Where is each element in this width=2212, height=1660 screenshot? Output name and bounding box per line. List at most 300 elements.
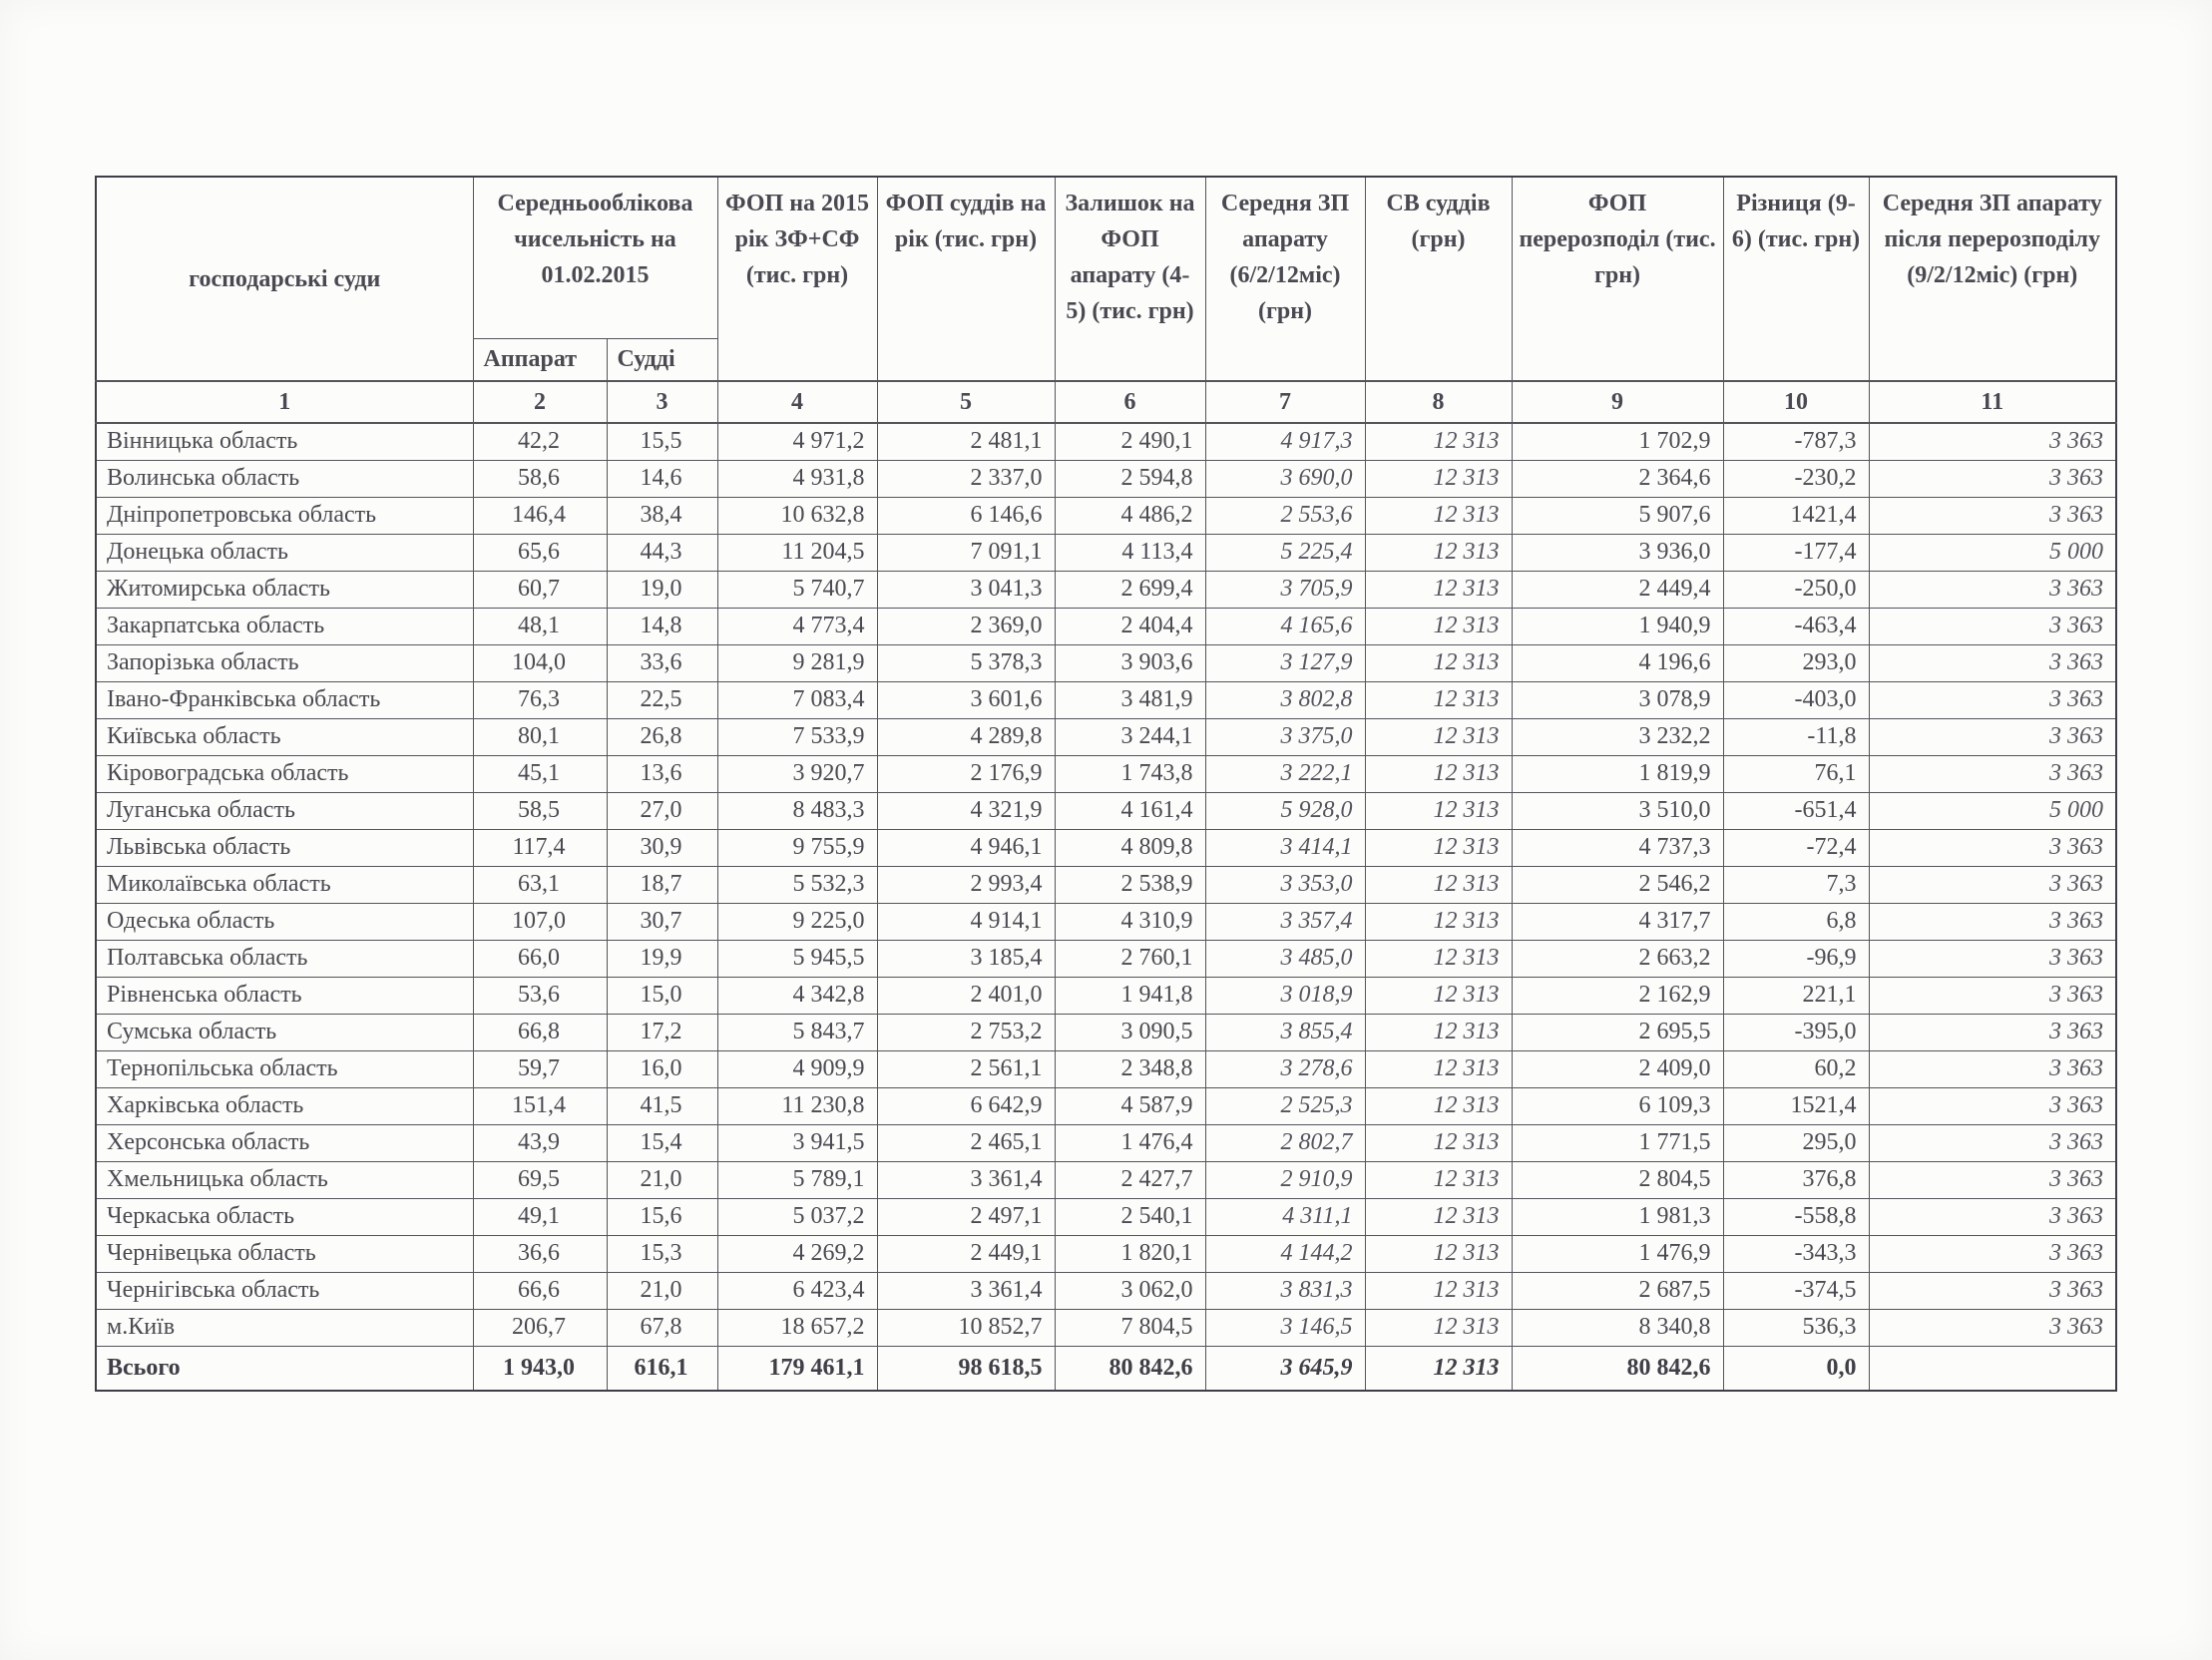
value-cell: 59,7	[473, 1050, 607, 1087]
value-cell: 9 281,9	[717, 644, 877, 681]
value-cell: 2 699,4	[1055, 571, 1205, 608]
value-cell: 0,0	[1723, 1346, 1869, 1391]
table-row	[96, 681, 2116, 718]
value-cell: 12 313	[1365, 571, 1512, 608]
header-apparatus: Аппарат	[473, 338, 607, 381]
region-cell: Закарпатська область	[96, 608, 473, 644]
value-cell: 12 313	[1365, 829, 1512, 866]
value-cell: 1421,4	[1723, 497, 1869, 534]
value-cell: 9 755,9	[717, 829, 877, 866]
value-cell: 3 363	[1869, 1050, 2116, 1087]
value-cell: 2 687,5	[1512, 1272, 1723, 1309]
value-cell: 69,5	[473, 1161, 607, 1198]
region-cell: Чернівецька область	[96, 1235, 473, 1272]
value-cell: 76,1	[1723, 755, 1869, 792]
table-header	[96, 177, 2116, 423]
value-cell: 12 313	[1365, 866, 1512, 903]
value-cell: 15,4	[607, 1124, 717, 1161]
value-cell: 6 642,9	[877, 1087, 1055, 1124]
value-cell: 3 041,3	[877, 571, 1055, 608]
value-cell: 2 369,0	[877, 608, 1055, 644]
value-cell: 3 363	[1869, 977, 2116, 1014]
value-cell: 2 993,4	[877, 866, 1055, 903]
value-cell: 49,1	[473, 1198, 607, 1235]
column-number-2: 2	[473, 381, 607, 423]
header-fop-remainder: Залишок на ФОП апарату (4-5) (тис. грн)	[1055, 177, 1205, 381]
value-cell: 1 819,9	[1512, 755, 1723, 792]
value-cell: 4 914,1	[877, 903, 1055, 940]
table-row	[96, 571, 2116, 608]
value-cell: 3 481,9	[1055, 681, 1205, 718]
value-cell: 2 490,1	[1055, 423, 1205, 460]
value-cell: 15,5	[607, 423, 717, 460]
value-cell: 3 690,0	[1205, 460, 1365, 497]
value-cell: 2 663,2	[1512, 940, 1723, 977]
column-number-row	[96, 381, 2116, 423]
value-cell: 3 855,4	[1205, 1014, 1365, 1050]
value-cell: 12 313	[1365, 608, 1512, 644]
value-cell: 58,5	[473, 792, 607, 829]
value-cell: -72,4	[1723, 829, 1869, 866]
table-row	[96, 792, 2116, 829]
value-cell: 2 538,9	[1055, 866, 1205, 903]
value-cell: 21,0	[607, 1272, 717, 1309]
value-cell: 3 363	[1869, 1198, 2116, 1235]
value-cell: 4 917,3	[1205, 423, 1365, 460]
value-cell: 5 907,6	[1512, 497, 1723, 534]
value-cell: 3 353,0	[1205, 866, 1365, 903]
value-cell: 2 760,1	[1055, 940, 1205, 977]
value-cell: 14,6	[607, 460, 717, 497]
value-cell: 4 486,2	[1055, 497, 1205, 534]
table-row	[96, 1309, 2116, 1346]
value-cell: 295,0	[1723, 1124, 1869, 1161]
region-cell: м.Київ	[96, 1309, 473, 1346]
value-cell: 12 313	[1365, 940, 1512, 977]
value-cell: 6 109,3	[1512, 1087, 1723, 1124]
value-cell: 6 423,4	[717, 1272, 877, 1309]
value-cell: 26,8	[607, 718, 717, 755]
value-cell: 3 363	[1869, 497, 2116, 534]
total-row	[96, 1346, 2116, 1391]
value-cell: -403,0	[1723, 681, 1869, 718]
region-cell: Волинська область	[96, 460, 473, 497]
value-cell: 3 363	[1869, 718, 2116, 755]
value-cell: 2 525,3	[1205, 1087, 1365, 1124]
value-cell: 4 289,8	[877, 718, 1055, 755]
value-cell: 2 481,1	[877, 423, 1055, 460]
value-cell: 3 078,9	[1512, 681, 1723, 718]
value-cell: 5 000	[1869, 534, 2116, 571]
table-row	[96, 940, 2116, 977]
value-cell: 3 232,2	[1512, 718, 1723, 755]
value-cell: 2 594,8	[1055, 460, 1205, 497]
header-sv-judges: СВ суддів (грн)	[1365, 177, 1512, 381]
value-cell: 2 804,5	[1512, 1161, 1723, 1198]
value-cell: 151,4	[473, 1087, 607, 1124]
value-cell: 2 427,7	[1055, 1161, 1205, 1198]
table-row	[96, 1161, 2116, 1198]
value-cell: -230,2	[1723, 460, 1869, 497]
value-cell: 12 313	[1365, 1087, 1512, 1124]
value-cell: 80 842,6	[1055, 1346, 1205, 1391]
value-cell: 12 313	[1365, 1161, 1512, 1198]
table-row	[96, 755, 2116, 792]
value-cell: 4 321,9	[877, 792, 1055, 829]
value-cell: -96,9	[1723, 940, 1869, 977]
value-cell: 4 165,6	[1205, 608, 1365, 644]
value-cell: 1 771,5	[1512, 1124, 1723, 1161]
value-cell: 14,8	[607, 608, 717, 644]
value-cell: 21,0	[607, 1161, 717, 1198]
region-cell: Чернігівська область	[96, 1272, 473, 1309]
table-row	[96, 1198, 2116, 1235]
value-cell: -11,8	[1723, 718, 1869, 755]
value-cell: 2 176,9	[877, 755, 1055, 792]
value-cell: 4 931,8	[717, 460, 877, 497]
value-cell: 41,5	[607, 1087, 717, 1124]
value-cell: 66,0	[473, 940, 607, 977]
column-number-4: 4	[717, 381, 877, 423]
value-cell: 1 941,8	[1055, 977, 1205, 1014]
value-cell: 1 940,9	[1512, 608, 1723, 644]
value-cell: 2 802,7	[1205, 1124, 1365, 1161]
value-cell: 48,1	[473, 608, 607, 644]
value-cell: 1 820,1	[1055, 1235, 1205, 1272]
value-cell: 67,8	[607, 1309, 717, 1346]
value-cell: 19,0	[607, 571, 717, 608]
region-cell: Черкаська область	[96, 1198, 473, 1235]
value-cell: 179 461,1	[717, 1346, 877, 1391]
value-cell: 4 587,9	[1055, 1087, 1205, 1124]
value-cell: 3 363	[1869, 1124, 2116, 1161]
value-cell: 2 449,4	[1512, 571, 1723, 608]
value-cell: 12 313	[1365, 977, 1512, 1014]
region-cell: Запорізька область	[96, 644, 473, 681]
value-cell: 3 645,9	[1205, 1346, 1365, 1391]
value-cell: 4 809,8	[1055, 829, 1205, 866]
value-cell: 5 378,3	[877, 644, 1055, 681]
value-cell: 3 363	[1869, 829, 2116, 866]
value-cell: 4 317,7	[1512, 903, 1723, 940]
value-cell: 12 313	[1365, 718, 1512, 755]
value-cell: 3 903,6	[1055, 644, 1205, 681]
value-cell: 5 000	[1869, 792, 2116, 829]
value-cell: 98 618,5	[877, 1346, 1055, 1391]
value-cell: 3 361,4	[877, 1272, 1055, 1309]
value-cell: 3 363	[1869, 423, 2116, 460]
value-cell: 3 363	[1869, 1235, 2116, 1272]
region-cell: Полтавська область	[96, 940, 473, 977]
value-cell: 7 083,4	[717, 681, 877, 718]
value-cell: 17,2	[607, 1014, 717, 1050]
value-cell: 1 943,0	[473, 1346, 607, 1391]
table-row	[96, 1124, 2116, 1161]
value-cell: 45,1	[473, 755, 607, 792]
value-cell: 2 401,0	[877, 977, 1055, 1014]
value-cell: 4 310,9	[1055, 903, 1205, 940]
value-cell: 3 361,4	[877, 1161, 1055, 1198]
value-cell: 12 313	[1365, 1198, 1512, 1235]
value-cell: 293,0	[1723, 644, 1869, 681]
value-cell: 8 340,8	[1512, 1309, 1723, 1346]
value-cell: 4 971,2	[717, 423, 877, 460]
value-cell: 12 313	[1365, 1272, 1512, 1309]
value-cell: 27,0	[607, 792, 717, 829]
header-fop-redistribution: ФОП перерозподіл (тис. грн)	[1512, 177, 1723, 381]
value-cell: 536,3	[1723, 1309, 1869, 1346]
value-cell: 12 313	[1365, 644, 1512, 681]
value-cell: 3 363	[1869, 571, 2116, 608]
value-cell: 11 204,5	[717, 534, 877, 571]
column-number-3: 3	[607, 381, 717, 423]
value-cell: 6 146,6	[877, 497, 1055, 534]
value-cell: 3 941,5	[717, 1124, 877, 1161]
value-cell: 3 244,1	[1055, 718, 1205, 755]
table-row	[96, 534, 2116, 571]
table-row	[96, 497, 2116, 534]
header-difference: Різниця (9-6) (тис. грн)	[1723, 177, 1869, 381]
value-cell: 206,7	[473, 1309, 607, 1346]
value-cell: 221,1	[1723, 977, 1869, 1014]
value-cell: 3 363	[1869, 460, 2116, 497]
value-cell: 12 313	[1365, 497, 1512, 534]
value-cell: 5 532,3	[717, 866, 877, 903]
value-cell: 5 740,7	[717, 571, 877, 608]
value-cell: 2 404,4	[1055, 608, 1205, 644]
value-cell: 3 127,9	[1205, 644, 1365, 681]
value-cell: 38,4	[607, 497, 717, 534]
value-cell: -558,8	[1723, 1198, 1869, 1235]
value-cell: 36,6	[473, 1235, 607, 1272]
region-cell: Луганська область	[96, 792, 473, 829]
value-cell: 2 540,1	[1055, 1198, 1205, 1235]
value-cell: 616,1	[607, 1346, 717, 1391]
table-body	[96, 423, 2116, 1391]
value-cell: 3 363	[1869, 866, 2116, 903]
table-row	[96, 644, 2116, 681]
value-cell: 3 363	[1869, 755, 2116, 792]
value-cell: 3 363	[1869, 940, 2116, 977]
value-cell: 15,0	[607, 977, 717, 1014]
value-cell: 5 225,4	[1205, 534, 1365, 571]
value-cell: 2 753,2	[877, 1014, 1055, 1050]
value-cell: -787,3	[1723, 423, 1869, 460]
column-number-9: 9	[1512, 381, 1723, 423]
value-cell: 3 510,0	[1512, 792, 1723, 829]
value-cell: 42,2	[473, 423, 607, 460]
value-cell: 58,6	[473, 460, 607, 497]
value-cell: 2 162,9	[1512, 977, 1723, 1014]
value-cell: 3 185,4	[877, 940, 1055, 977]
region-cell: Кіровоградська область	[96, 755, 473, 792]
value-cell: 76,3	[473, 681, 607, 718]
value-cell: 22,5	[607, 681, 717, 718]
value-cell: 117,4	[473, 829, 607, 866]
region-cell: Тернопільська область	[96, 1050, 473, 1087]
value-cell: 12 313	[1365, 534, 1512, 571]
value-cell: 4 113,4	[1055, 534, 1205, 571]
value-cell: 3 363	[1869, 903, 2116, 940]
value-cell: 33,6	[607, 644, 717, 681]
value-cell: -343,3	[1723, 1235, 1869, 1272]
value-cell: 1 981,3	[1512, 1198, 1723, 1235]
value-cell: 80,1	[473, 718, 607, 755]
table-row	[96, 1050, 2116, 1087]
value-cell: 1 702,9	[1512, 423, 1723, 460]
value-cell: 107,0	[473, 903, 607, 940]
value-cell: 43,9	[473, 1124, 607, 1161]
column-number-6: 6	[1055, 381, 1205, 423]
value-cell: 12 313	[1365, 1235, 1512, 1272]
value-cell: 3 363	[1869, 1087, 2116, 1124]
value-cell: 3 363	[1869, 1272, 2116, 1309]
value-cell: 12 313	[1365, 423, 1512, 460]
value-cell: 12 313	[1365, 1014, 1512, 1050]
table-row	[96, 460, 2116, 497]
value-cell: 60,7	[473, 571, 607, 608]
value-cell: 3 705,9	[1205, 571, 1365, 608]
region-cell: Львівська область	[96, 829, 473, 866]
region-cell: Хмельницька область	[96, 1161, 473, 1198]
table-row	[96, 1272, 2116, 1309]
value-cell: 3 414,1	[1205, 829, 1365, 866]
value-cell: 3 090,5	[1055, 1014, 1205, 1050]
value-cell: 2 910,9	[1205, 1161, 1365, 1198]
value-cell: 2 497,1	[877, 1198, 1055, 1235]
value-cell: 3 375,0	[1205, 718, 1365, 755]
table-row	[96, 1087, 2116, 1124]
value-cell: 10 852,7	[877, 1309, 1055, 1346]
value-cell: 5 037,2	[717, 1198, 877, 1235]
value-cell: 3 363	[1869, 1014, 2116, 1050]
region-cell: Харківська область	[96, 1087, 473, 1124]
table-row	[96, 423, 2116, 460]
value-cell: 3 601,6	[877, 681, 1055, 718]
region-cell: Херсонська область	[96, 1124, 473, 1161]
value-cell: 3 357,4	[1205, 903, 1365, 940]
value-cell: 60,2	[1723, 1050, 1869, 1087]
region-cell: Миколаївська область	[96, 866, 473, 903]
value-cell: 3 146,5	[1205, 1309, 1365, 1346]
value-cell: 3 920,7	[717, 755, 877, 792]
value-cell: 12 313	[1365, 1124, 1512, 1161]
value-cell: 4 342,8	[717, 977, 877, 1014]
value-cell: 4 946,1	[877, 829, 1055, 866]
value-cell: 19,9	[607, 940, 717, 977]
value-cell: 13,6	[607, 755, 717, 792]
value-cell: -463,4	[1723, 608, 1869, 644]
value-cell: 3 363	[1869, 608, 2116, 644]
value-cell: 146,4	[473, 497, 607, 534]
value-cell: 65,6	[473, 534, 607, 571]
column-number-5: 5	[877, 381, 1055, 423]
total-label-cell: Всього	[96, 1346, 473, 1391]
value-cell: 66,8	[473, 1014, 607, 1050]
table-row	[96, 829, 2116, 866]
value-cell: 2 695,5	[1512, 1014, 1723, 1050]
value-cell: 3 363	[1869, 644, 2116, 681]
header-avg-salary-after: Середня ЗП апарату після перерозподілу (9/2/12міс) (грн)	[1869, 177, 2116, 381]
table-row	[96, 977, 2116, 1014]
value-cell: 1521,4	[1723, 1087, 1869, 1124]
value-cell: 12 313	[1365, 1050, 1512, 1087]
column-number-8: 8	[1365, 381, 1512, 423]
value-cell: 12 313	[1365, 681, 1512, 718]
value-cell: 12 313	[1365, 903, 1512, 940]
header-fop-2015: ФОП на 2015 рік ЗФ+СФ (тис. грн)	[717, 177, 877, 381]
region-cell: Івано-Франківська область	[96, 681, 473, 718]
region-cell: Вінницька область	[96, 423, 473, 460]
value-cell: 3 831,3	[1205, 1272, 1365, 1309]
courts-payroll-table	[95, 176, 2117, 1392]
value-cell: 2 337,0	[877, 460, 1055, 497]
table-row	[96, 903, 2116, 940]
value-cell: 7 091,1	[877, 534, 1055, 571]
column-number-10: 10	[1723, 381, 1869, 423]
value-cell: 12 313	[1365, 792, 1512, 829]
value-cell: 66,6	[473, 1272, 607, 1309]
value-cell: 1 476,9	[1512, 1235, 1723, 1272]
header-avg-salary-apparatus: Середня ЗП апарату (6/2/12міс) (грн)	[1205, 177, 1365, 381]
value-cell: 7,3	[1723, 866, 1869, 903]
value-cell: 3 363	[1869, 681, 2116, 718]
value-cell: 80 842,6	[1512, 1346, 1723, 1391]
value-cell: 4 196,6	[1512, 644, 1723, 681]
value-cell: 3 802,8	[1205, 681, 1365, 718]
header-judges: Судді	[607, 338, 717, 381]
value-cell: 10 632,8	[717, 497, 877, 534]
value-cell: 15,6	[607, 1198, 717, 1235]
column-number-1: 1	[96, 381, 473, 423]
value-cell: 2 409,0	[1512, 1050, 1723, 1087]
value-cell: -250,0	[1723, 571, 1869, 608]
header-fop-judges: ФОП суддів на рік (тис. грн)	[877, 177, 1055, 381]
value-cell: 1 476,4	[1055, 1124, 1205, 1161]
value-cell: 2 364,6	[1512, 460, 1723, 497]
value-cell: 4 773,4	[717, 608, 877, 644]
value-cell: 12 313	[1365, 1309, 1512, 1346]
region-cell: Київська область	[96, 718, 473, 755]
value-cell: 30,9	[607, 829, 717, 866]
value-cell: 5 789,1	[717, 1161, 877, 1198]
column-number-7: 7	[1205, 381, 1365, 423]
value-cell: 2 348,8	[1055, 1050, 1205, 1087]
region-cell: Житомирська область	[96, 571, 473, 608]
value-cell: 30,7	[607, 903, 717, 940]
value-cell: 11 230,8	[717, 1087, 877, 1124]
header-avg-count-group: Середньооблікова чисельність на 01.02.2015	[473, 177, 717, 338]
table-row	[96, 1014, 2116, 1050]
value-cell: 3 363	[1869, 1161, 2116, 1198]
region-cell: Одеська область	[96, 903, 473, 940]
value-cell: 16,0	[607, 1050, 717, 1087]
value-cell: 63,1	[473, 866, 607, 903]
value-cell: 2 561,1	[877, 1050, 1055, 1087]
value-cell: 376,8	[1723, 1161, 1869, 1198]
value-cell: 15,3	[607, 1235, 717, 1272]
table-row	[96, 866, 2116, 903]
value-cell: 3 018,9	[1205, 977, 1365, 1014]
value-cell: 4 737,3	[1512, 829, 1723, 866]
value-cell: 2 546,2	[1512, 866, 1723, 903]
region-cell: Рівненська область	[96, 977, 473, 1014]
value-cell: 3 936,0	[1512, 534, 1723, 571]
value-cell	[1869, 1346, 2116, 1391]
value-cell: 4 161,4	[1055, 792, 1205, 829]
value-cell: 5 928,0	[1205, 792, 1365, 829]
value-cell: 8 483,3	[717, 792, 877, 829]
